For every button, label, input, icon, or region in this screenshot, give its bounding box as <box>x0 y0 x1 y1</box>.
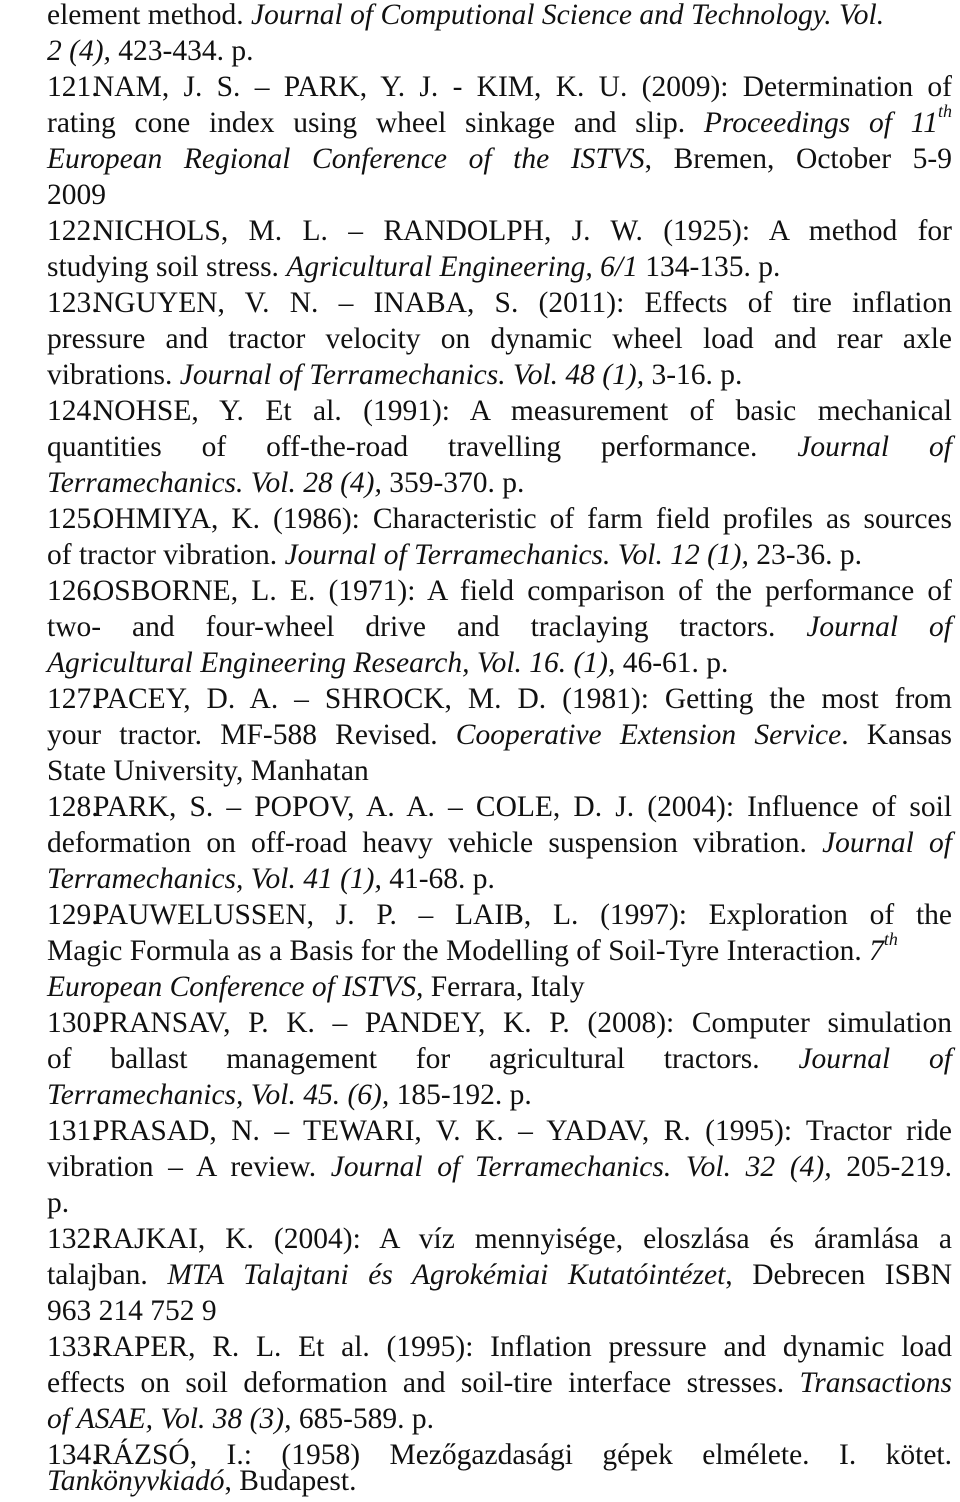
reference-129 <box>47 897 952 933</box>
reference-text: rating cone index using wheel sinkage and slip. <box>47 107 704 139</box>
reference-italic: MTA Talajtani és Agrokémiai Kutatóintézet <box>167 1259 726 1291</box>
reference-line <box>47 1365 952 1401</box>
reference-italic: Proceedings of 11 <box>703 107 938 139</box>
reference-line <box>47 1185 952 1221</box>
reference-number: 134. <box>47 1439 99 1471</box>
reference-line <box>47 825 952 861</box>
reference-124 <box>47 393 952 429</box>
reference-line <box>47 249 952 285</box>
reference-number: 132. <box>47 1223 99 1255</box>
reference-line <box>47 861 952 897</box>
reference-italic: Agricultural Engineering, 6/1 <box>286 251 646 283</box>
reference-text: 685-589. p. <box>298 1403 435 1435</box>
reference-italic: Journal of <box>822 827 953 859</box>
reference-text: of tractor vibration. <box>47 539 285 571</box>
reference-127 <box>47 681 952 717</box>
reference-text: 2009 <box>47 179 106 211</box>
reference-text: Ferrara, Italy <box>430 971 585 1003</box>
reference-text: RAJKAI, K. (2004): A víz mennyisége, eloszlása és áramlása a <box>93 1223 952 1255</box>
reference-italic: Terramechanics, Vol. 41 (1), <box>47 863 390 895</box>
reference-number: 133. <box>47 1331 99 1363</box>
reference-italic: Cooperative Extension Service <box>455 719 842 751</box>
reference-number: 125. <box>47 503 99 535</box>
reference-italic: European Regional Conference of the ISTVS <box>47 143 645 175</box>
reference-text: , Budapest. <box>224 1465 357 1497</box>
reference-number: 126. <box>47 575 99 607</box>
reference-line <box>47 1463 952 1499</box>
reference-italic: Journal of Terramechanics. Vol. 48 (1), <box>179 359 652 391</box>
reference-line <box>47 1149 952 1185</box>
reference-text: PACEY, D. A. – SHROCK, M. D. (1981): Getting the most from <box>93 683 952 715</box>
reference-line <box>47 969 952 1005</box>
reference-133 <box>47 1329 952 1365</box>
reference-text: PARK, S. – POPOV, A. A. – COLE, D. J. (2004): Influence of soil <box>93 791 952 823</box>
reference-number: 129. <box>47 899 99 931</box>
reference-text: PRASAD, N. – TEWARI, V. K. – YADAV, R. (1995): Tractor ride <box>93 1115 952 1147</box>
reference-text: your tractor. MF-588 Revised. <box>47 719 456 751</box>
reference-text: OSBORNE, L. E. (1971): A field comparison of the performance of <box>93 575 952 607</box>
reference-125 <box>47 501 952 537</box>
reference-line <box>47 753 952 789</box>
superscript-th: th <box>883 929 898 950</box>
reference-text: RÁZSÓ, I.: (1958) Mezőgazdasági gépek elmélete. I. kötet. <box>93 1439 952 1471</box>
reference-text: 423-434. p. <box>118 35 254 67</box>
reference-text: 23-36. p. <box>756 539 862 571</box>
reference-text: of ballast management for agricultural tractors. <box>47 1043 799 1075</box>
reference-line <box>47 1257 952 1293</box>
reference-number: 121. <box>47 71 99 103</box>
reference-text: 963 214 752 9 <box>47 1295 217 1327</box>
reference-text: NICHOLS, M. L. – RANDOLPH, J. W. (1925): A method for <box>93 215 952 247</box>
reference-text: PAUWELUSSEN, J. P. – LAIB, L. (1997): Exploration of the <box>93 899 952 931</box>
reference-text: , Debrecen ISBN <box>725 1259 953 1291</box>
reference-text: , Bremen, October 5-9 <box>644 143 953 175</box>
reference-121 <box>47 69 952 105</box>
superscript-th: th <box>937 101 952 122</box>
reference-text: element method. <box>47 0 251 31</box>
reference-number: 128. <box>47 791 99 823</box>
reference-italic: Journal of <box>798 1043 952 1075</box>
reference-123 <box>47 285 952 321</box>
reference-text: . Kansas <box>841 719 952 751</box>
reference-131 <box>47 1113 952 1149</box>
reference-text: pressure and tractor velocity on dynamic wheel load and rear axle <box>47 323 952 355</box>
reference-text: 134-135. p. <box>645 251 781 283</box>
reference-text: two- and four-wheel drive and traclaying tractors. <box>47 611 807 643</box>
reference-text: studying soil stress. <box>47 251 287 283</box>
reference-text: vibrations. <box>47 359 180 391</box>
reference-text: 41-68. p. <box>389 863 495 895</box>
reference-text: 359-370. p. <box>389 467 525 499</box>
reference-italic: 7 <box>869 935 884 967</box>
reference-line <box>47 357 952 393</box>
reference-number: 131. <box>47 1115 99 1147</box>
reference-line <box>47 1077 952 1113</box>
reference-italic: Terramechanics. Vol. 28 (4), <box>47 467 390 499</box>
reference-number: 130. <box>47 1007 99 1039</box>
reference-line <box>47 537 952 573</box>
reference-number: 124. <box>47 395 99 427</box>
reference-italic: Journal of <box>797 431 952 463</box>
reference-128 <box>47 789 952 825</box>
reference-122 <box>47 213 952 249</box>
reference-number: 123. <box>47 287 99 319</box>
reference-line <box>47 141 952 177</box>
reference-text: effects on soil deformation and soil-tire interface stresses. <box>47 1367 800 1399</box>
reference-line <box>47 929 952 969</box>
reference-text: State University, Manhatan <box>47 755 369 787</box>
reference-text: 46-61. p. <box>622 647 729 679</box>
reference-text: 185-192. p. <box>396 1079 532 1111</box>
reference-line <box>47 0 952 33</box>
reference-text: p. <box>47 1187 70 1219</box>
reference-line <box>47 321 952 357</box>
reference-text: PRANSAV, P. K. – PANDEY, K. P. (2008): Computer simulation <box>93 1007 952 1039</box>
reference-text: talajban. <box>47 1259 168 1291</box>
reference-line <box>47 1041 952 1077</box>
reference-text: quantities of off-the-road travelling performance. <box>47 431 798 463</box>
reference-text: deformation on off-road heavy vehicle suspension vibration. <box>47 827 823 859</box>
reference-line <box>47 101 952 141</box>
reference-line <box>47 645 952 681</box>
reference-line <box>47 1293 952 1329</box>
reference-line <box>47 465 952 501</box>
reference-italic: European Conference of ISTVS, <box>47 971 431 1003</box>
reference-text: vibration – A review. <box>47 1151 331 1183</box>
reference-130 <box>47 1005 952 1041</box>
reference-number: 122. <box>47 215 99 247</box>
reference-text: 205-219. <box>846 1151 952 1183</box>
reference-text: OHMIYA, K. (1986): Characteristic of farm field profiles as sources <box>93 503 952 535</box>
reference-italic: 2 (4), <box>47 35 119 67</box>
reference-text: Magic Formula as a Basis for the Modelling of Soil-Tyre Interaction. <box>47 935 870 967</box>
reference-line <box>47 609 952 645</box>
reference-132 <box>47 1221 952 1257</box>
reference-text: NGUYEN, V. N. – INABA, S. (2011): Effects of tire inflation <box>93 287 952 319</box>
reference-126 <box>47 573 952 609</box>
reference-line <box>47 429 952 465</box>
reference-italic: Transactions <box>799 1367 952 1399</box>
reference-line <box>47 717 952 753</box>
reference-italic: Journal of Terramechanics. Vol. 32 (4), <box>330 1151 847 1183</box>
reference-italic: Terramechanics, Vol. 45. (6), <box>47 1079 397 1111</box>
reference-italic: Tankönyvkiadó <box>47 1465 225 1497</box>
reference-line <box>47 1401 952 1437</box>
reference-number: 127. <box>47 683 99 715</box>
reference-italic: Agricultural Engineering Research, Vol. 16. (1), <box>47 647 623 679</box>
reference-text: NOHSE, Y. Et al. (1991): A measurement of basic mechanical <box>93 395 952 427</box>
reference-text: 3-16. p. <box>651 359 743 391</box>
reference-line <box>47 33 952 69</box>
reference-line <box>47 177 952 213</box>
reference-text: RAPER, R. L. Et al. (1995): Inflation pressure and dynamic load <box>93 1331 952 1363</box>
reference-italic: Journal of Computional Science and Technology. Vol. <box>250 0 885 31</box>
reference-text: NAM, J. S. – PARK, Y. J. - KIM, K. U. (2009): Determination of <box>93 71 952 103</box>
reference-italic: of ASAE, Vol. 38 (3), <box>47 1403 299 1435</box>
reference-italic: Journal of <box>806 611 953 643</box>
reference-italic: Journal of Terramechanics. Vol. 12 (1), <box>284 539 757 571</box>
